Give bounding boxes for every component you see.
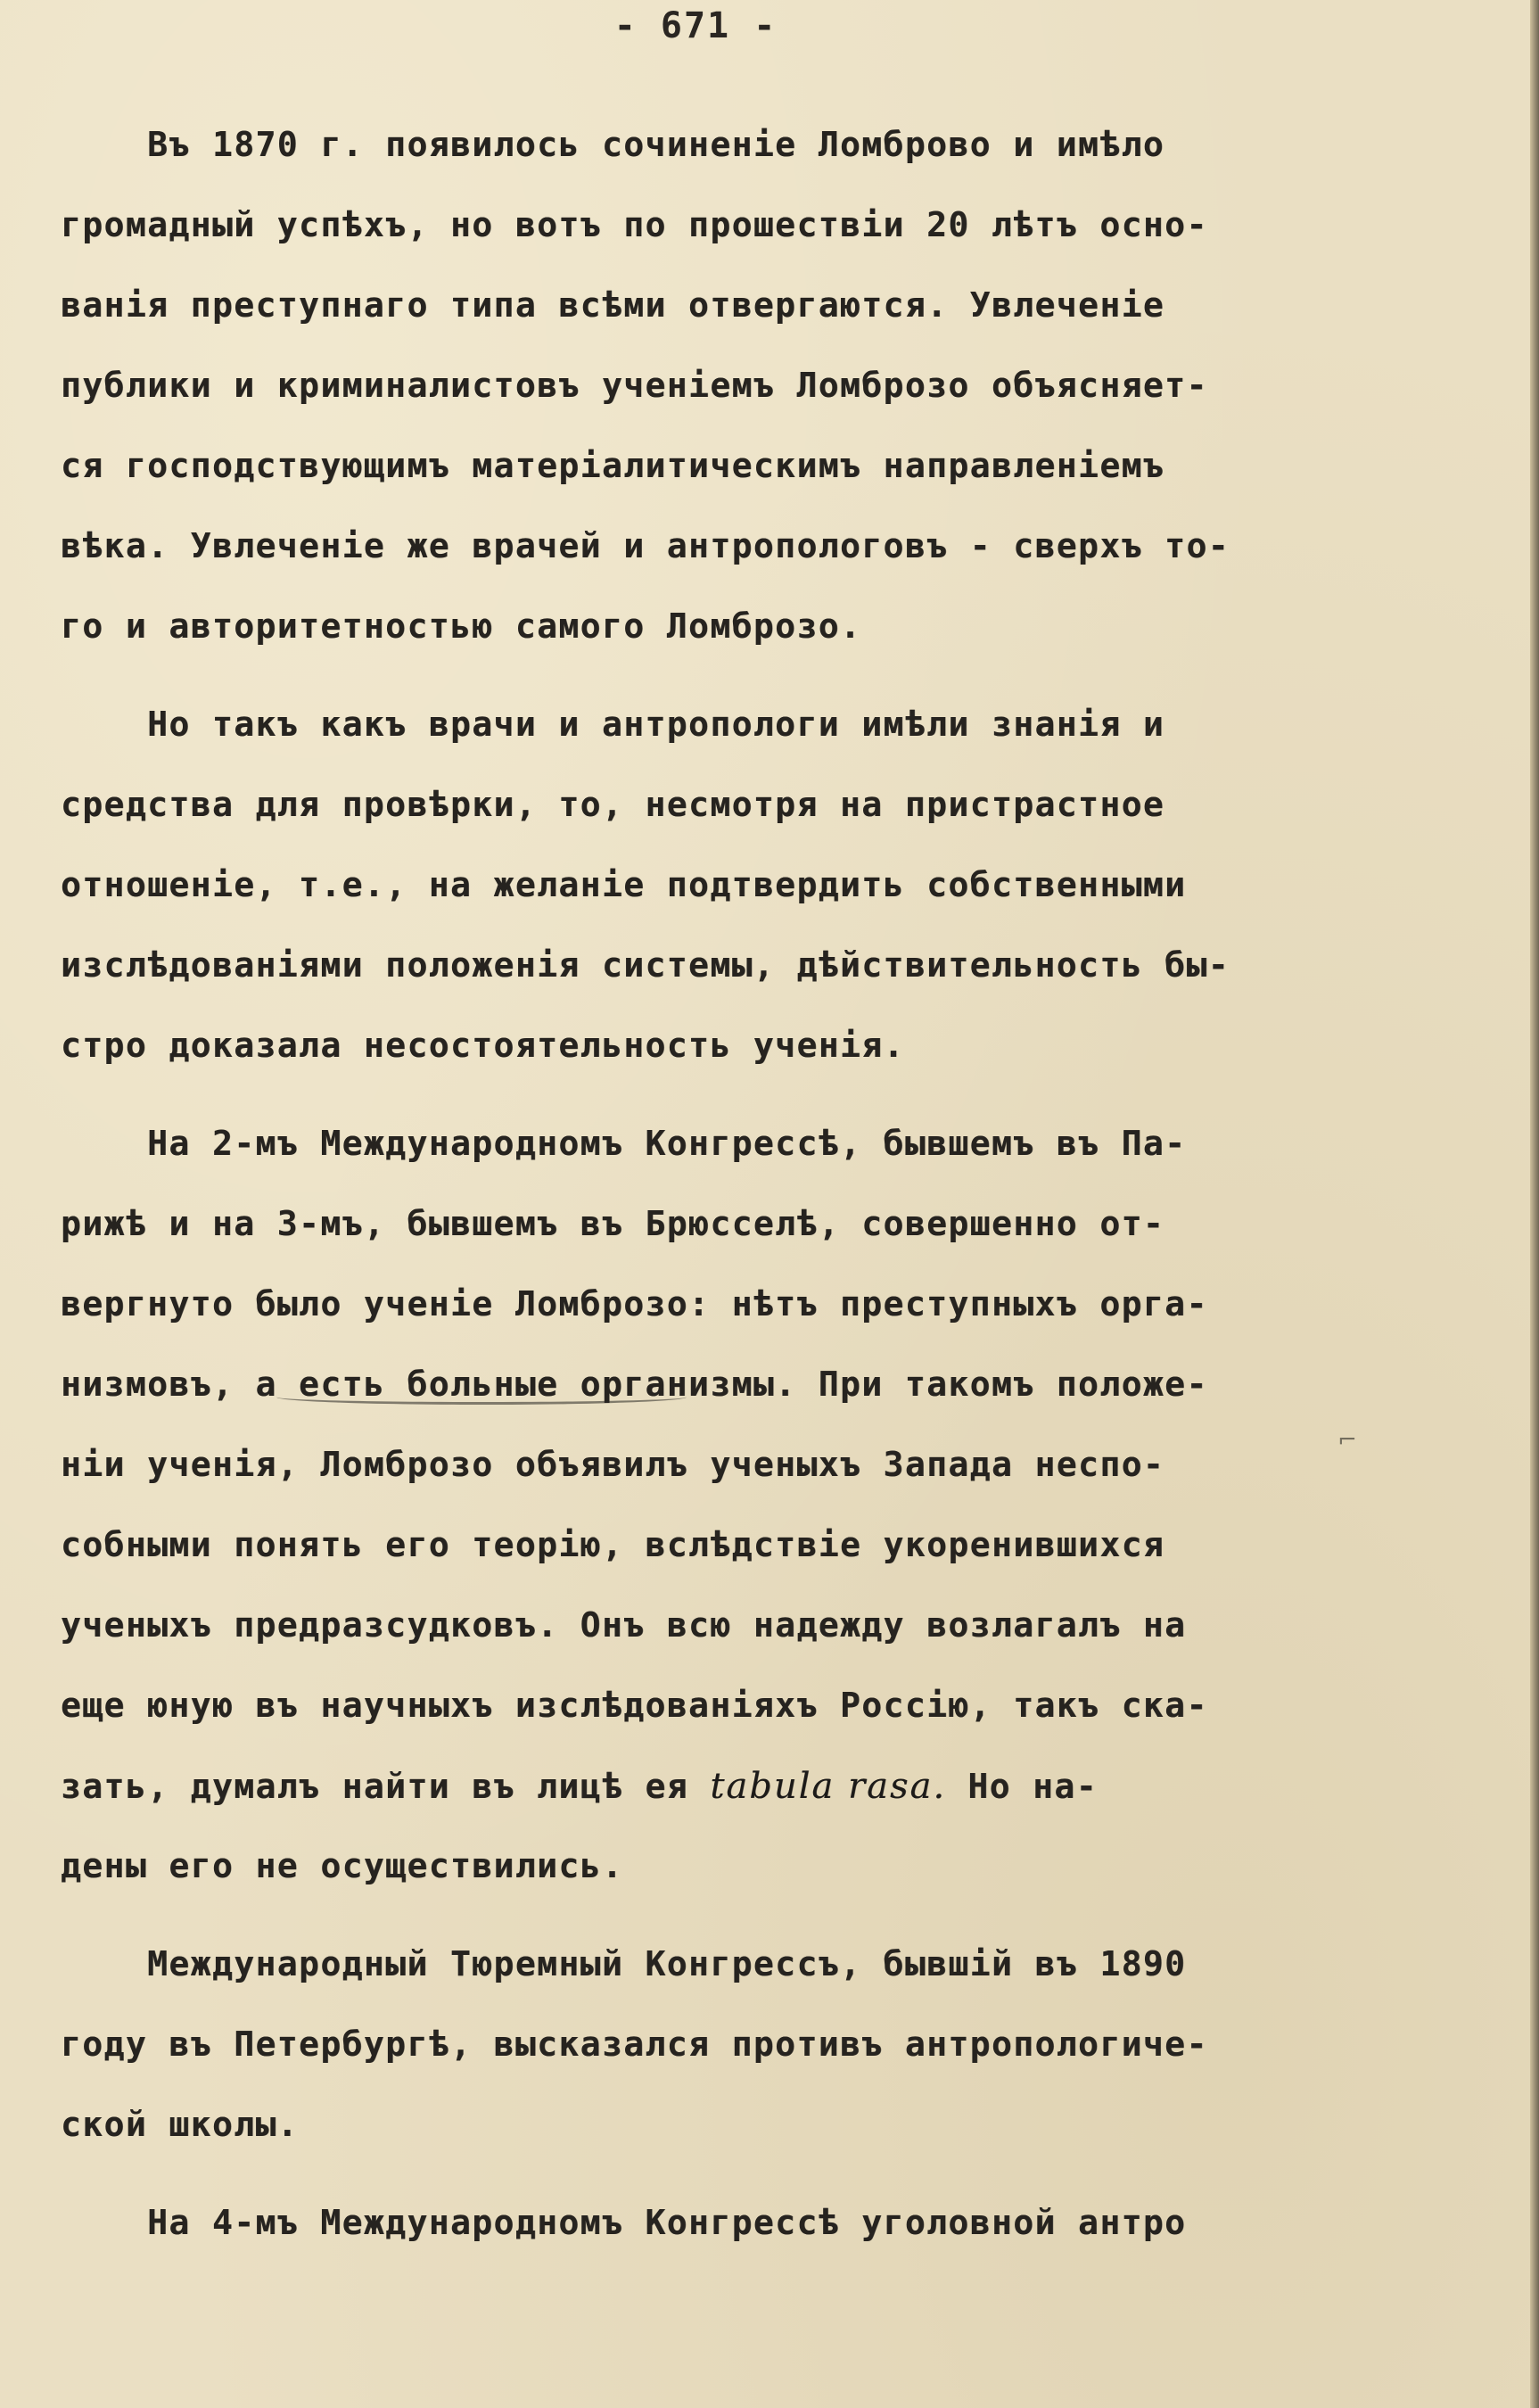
text-line: году въ Петербургѣ, высказался противъ антропологиче-: [61, 2025, 1208, 2064]
text-line: вергнуто было ученіе Ломброзо: нѣтъ преступныхъ орга-: [61, 1284, 1208, 1324]
text-line: дены его не осуществились.: [61, 1846, 624, 1885]
text-line: низмовъ, а есть больные организмы. При такомъ положе-: [61, 1365, 1208, 1404]
text-line: ніи ученія, Ломброзо объявилъ ученыхъ Запада неспо-: [61, 1445, 1165, 1484]
text-line: изслѣдованіями положенія системы, дѣйствительность бы-: [61, 945, 1230, 985]
text-line: вѣка. Увлеченіе же врачей и антропологовъ - сверхъ то-: [61, 526, 1230, 565]
pencil-mark: ⌐: [1337, 1427, 1357, 1454]
text-line: Но такъ какъ врачи и антропологи имѣли знанія и: [61, 705, 1165, 744]
handwritten-annotation: tabula rasa.: [710, 1766, 947, 1807]
text-line: рижѣ и на 3-мъ, бывшемъ въ Брюсселѣ, совершенно от-: [61, 1204, 1165, 1243]
text-line: ученыхъ предразсудковъ. Онъ всю надежду возлагалъ на: [61, 1605, 1187, 1645]
text-line: Въ 1870 г. появилось сочиненіе Ломброво и имѣло: [61, 125, 1165, 164]
text-line: громадный успѣхъ, но вотъ по прошествіи 20 лѣтъ осно-: [61, 205, 1208, 244]
text-line: Международный Тюремный Конгрессъ, бывшій въ 1890: [61, 1944, 1187, 1983]
text-line: собными понять его теорію, вслѣдствіе укоренившихся: [61, 1525, 1165, 1564]
text-segment: зать, думалъ найти въ лицѣ ея: [61, 1767, 689, 1806]
text-line: На 2-мъ Международномъ Конгрессѣ, бывшемъ въ Па-: [61, 1124, 1187, 1163]
page-edge: [1530, 0, 1539, 2408]
text-line: ской школы.: [61, 2105, 300, 2144]
text-line: публики и криминалистовъ ученіемъ Ломброзо объясняет-: [61, 366, 1208, 405]
text-line: еще юную въ научныхъ изслѣдованіяхъ Россію, такъ ска-: [61, 1686, 1208, 1725]
text-line: средства для провѣрки, то, несмотря на пристрастное: [61, 785, 1165, 824]
text-line: ся господствующимъ матеріалитическимъ направленіемъ: [61, 446, 1165, 485]
text-line: отношеніе, т.е., на желаніе подтвердить собственными: [61, 865, 1187, 904]
text-segment: Но на-: [946, 1767, 1098, 1806]
text-line: ванія преступнаго типа всѣми отвергаются. Увлеченіе: [61, 285, 1165, 325]
pencil-underline: [276, 1390, 687, 1405]
text-line: стро доказала несостоятельность ученія.: [61, 1026, 905, 1065]
text-line: го и авторитетностью самого Ломброзо.: [61, 606, 862, 646]
text-line: На 4-мъ Международномъ Конгрессѣ уголовной антро: [61, 2203, 1187, 2242]
page-number: - 671 -: [613, 5, 778, 46]
text-line-with-handwriting: [61, 1766, 1098, 1807]
